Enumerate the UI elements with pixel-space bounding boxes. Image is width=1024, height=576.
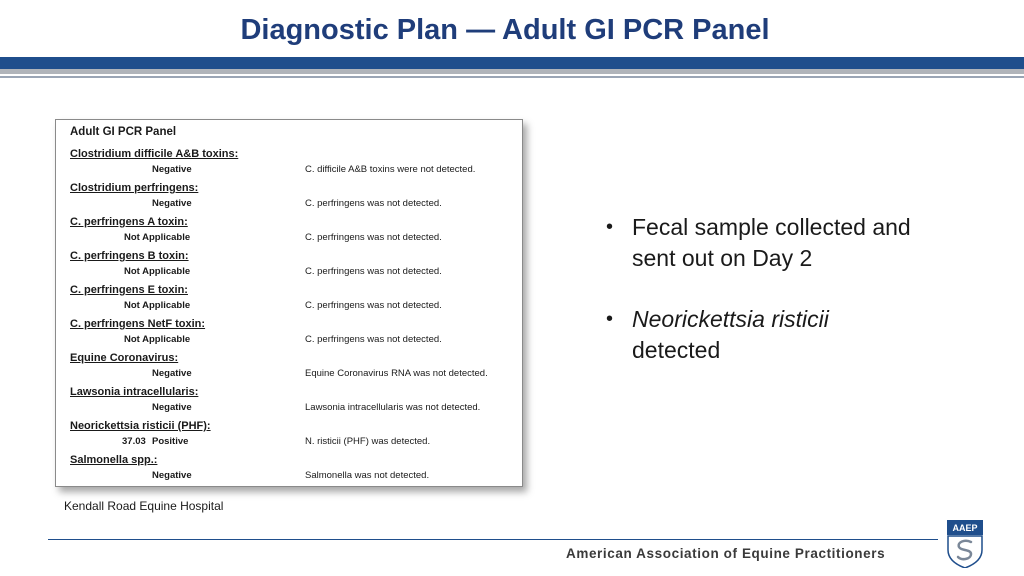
test-value: Negative <box>152 198 192 209</box>
test-interpretation: C. difficile A&B toxins were not detected. <box>305 164 476 175</box>
test-name: Clostridium perfringens: <box>70 182 199 194</box>
bullet-item <box>606 304 936 366</box>
test-value: Positive <box>152 436 189 447</box>
test-row <box>70 284 523 318</box>
org-name: American Association of Equine Practitioners <box>566 546 886 561</box>
test-row <box>70 148 523 182</box>
bullet-text: detected <box>632 337 721 363</box>
test-name: Equine Coronavirus: <box>70 352 179 364</box>
test-value: Not Applicable <box>124 232 191 243</box>
bullet-text-italic: Neorickettsia risticii <box>632 306 829 332</box>
header-bar <box>0 57 1024 69</box>
test-value: Negative <box>152 164 192 175</box>
test-name: Lawsonia intracellularis: <box>70 386 199 398</box>
panel-title: Adult GI PCR Panel <box>70 126 177 138</box>
test-value: Not Applicable <box>124 266 191 277</box>
test-row <box>70 318 523 352</box>
aaep-logo <box>947 520 983 568</box>
bullet-text: Fecal sample collected and sent out on Day 2 <box>632 214 911 271</box>
test-interpretation: Lawsonia intracellularis was not detected. <box>305 402 481 413</box>
test-row <box>70 250 523 284</box>
test-interpretation: Equine Coronavirus RNA was not detected. <box>305 368 488 379</box>
test-row <box>70 182 523 216</box>
slide-title: Diagnostic Plan — Adult GI PCR Panel <box>240 14 770 46</box>
test-interpretation: C. perfringens was not detected. <box>305 266 442 277</box>
test-row <box>70 386 523 420</box>
test-interpretation: N. risticii (PHF) was detected. <box>305 436 431 447</box>
test-interpretation: C. perfringens was not detected. <box>305 334 442 345</box>
test-name: Neorickettsia risticii (PHF): <box>70 420 211 432</box>
test-number: 37.03 <box>122 436 146 447</box>
test-name: Salmonella spp.: <box>70 454 158 466</box>
test-value: Negative <box>152 470 192 481</box>
test-interpretation: C. perfringens was not detected. <box>305 198 442 209</box>
test-name: C. perfringens B toxin: <box>70 250 189 262</box>
test-name: C. perfringens E toxin: <box>70 284 188 296</box>
test-value: Negative <box>152 368 192 379</box>
footer-line <box>48 539 938 540</box>
test-interpretation: C. perfringens was not detected. <box>305 300 442 311</box>
header-bar-gray <box>0 69 1024 74</box>
test-name: C. perfringens A toxin: <box>70 216 188 228</box>
test-value: Not Applicable <box>124 300 191 311</box>
test-row <box>70 216 523 250</box>
test-row <box>70 352 523 386</box>
test-value: Not Applicable <box>124 334 191 345</box>
test-name: C. perfringens NetF toxin: <box>70 318 206 330</box>
bullet-list <box>606 212 936 396</box>
pcr-report-image <box>55 119 523 487</box>
test-interpretation: Salmonella was not detected. <box>305 470 430 481</box>
test-row <box>70 420 523 454</box>
header-bar-thin <box>0 76 1024 78</box>
aaep-logo-text: AAEP <box>952 523 978 533</box>
image-credit: Kendall Road Equine Hospital <box>64 499 224 513</box>
test-name: Clostridium difficile A&B toxins: <box>70 148 239 160</box>
test-value: Negative <box>152 402 192 413</box>
bullet-item <box>606 212 936 274</box>
test-row <box>70 454 523 487</box>
test-interpretation: C. perfringens was not detected. <box>305 232 442 243</box>
